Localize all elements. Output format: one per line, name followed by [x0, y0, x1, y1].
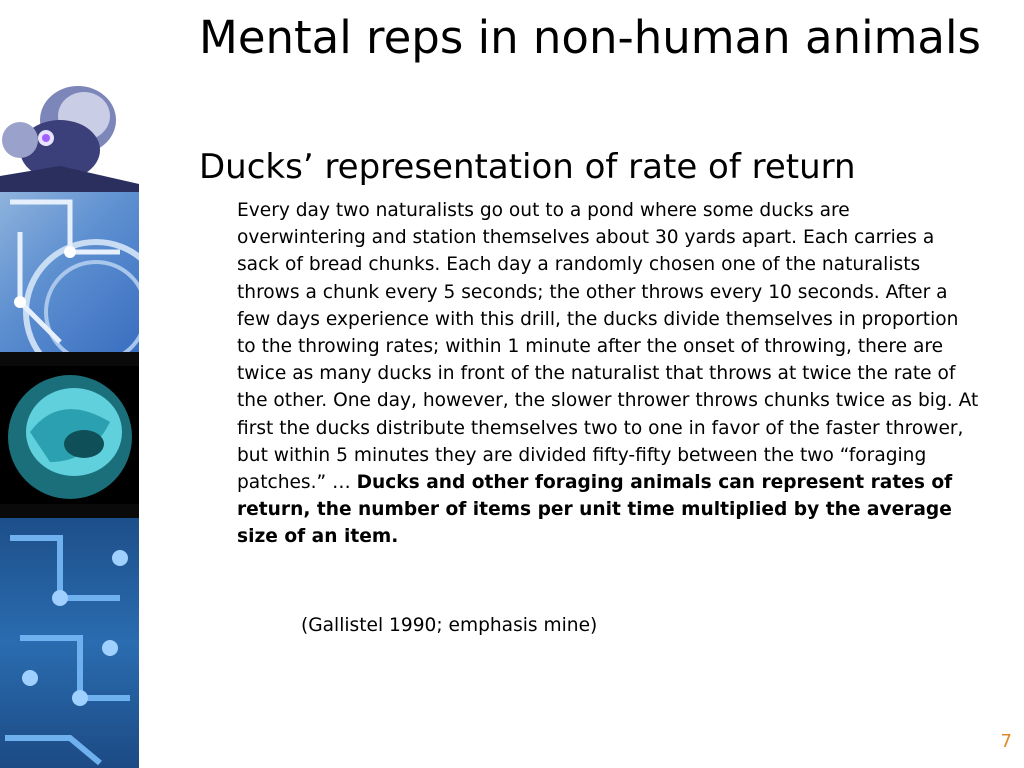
slide-subtitle: Ducks’ representation of rate of return [199, 147, 856, 187]
robot-image [0, 80, 139, 192]
slide-title: Mental reps in non-human animals [199, 11, 981, 64]
body-plain-text: Every day two naturalists go out to a pond where some ducks are overwintering and station themselves about 30 yards apart. Each carries a sack of bread chunks. Each day a randomly chosen one of the naturalists throws a chunk every 5 seconds; the other throws every 10 seconds. After a few days experience with this drill, the ducks divide themselves in proportion to the throwing rates; within 1 minute after the onset of throwing, there are twice as many ducks in front of the naturalist that throws at twice the rate of the other. One day, however, the slower thrower throws chunks twice as big. At first the ducks distribute themselves two to one in favor of the faster thrower, but within 5 minutes they are divided fifty-fifty between the two “foraging patches.” … [237, 200, 979, 494]
citation: (Gallistel 1990; emphasis mine) [301, 615, 598, 636]
page-number: 7 [1000, 731, 1012, 752]
body-paragraph [237, 197, 982, 551]
brain-scan-image [0, 352, 139, 518]
decorative-image-strip [0, 0, 139, 768]
circuit-image [0, 192, 139, 352]
circuit-board-image [0, 518, 139, 768]
body-bold-text: Ducks and other foraging animals can represent rates of return, the number of items per unit time multiplied by the average size of an item. [237, 472, 953, 548]
